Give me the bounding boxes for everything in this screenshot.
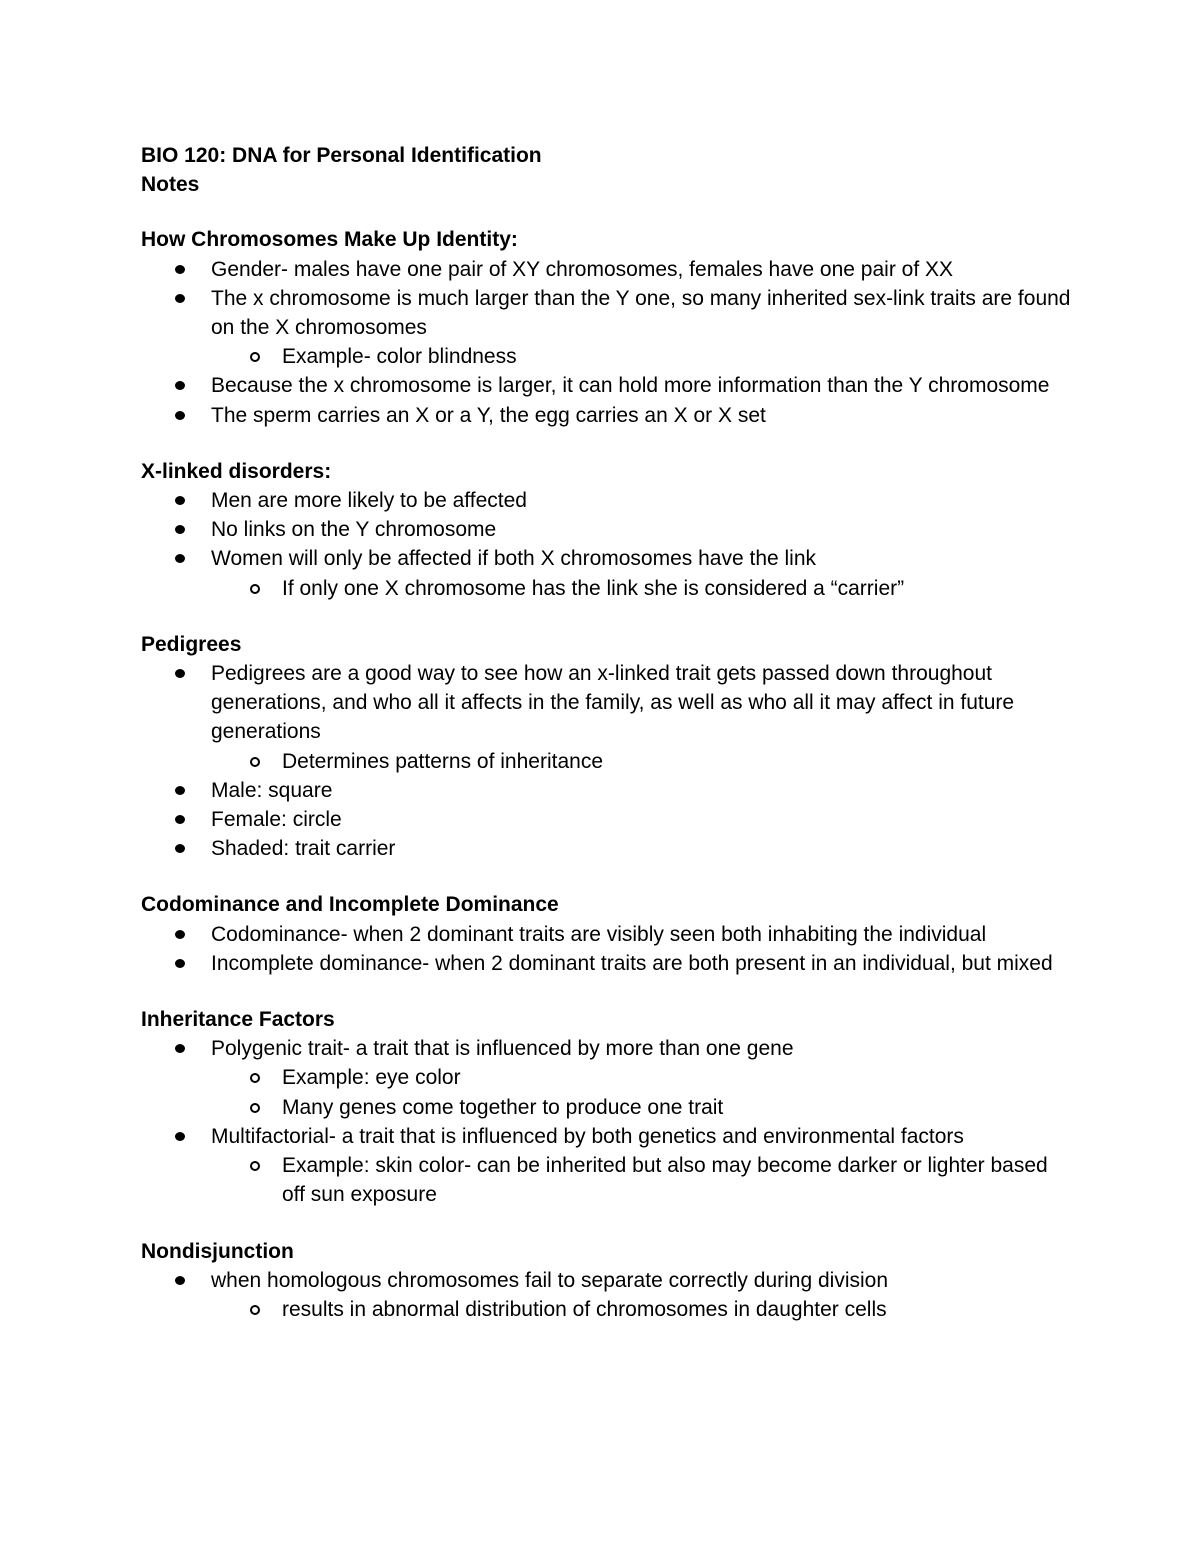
notes-section: [141, 890, 1071, 978]
hollow-bullet-icon: [250, 352, 260, 362]
sub-bullet-list: [211, 1295, 1071, 1324]
list-item-text: Because the x chromosome is larger, it can hold more information than the Y chromosome: [211, 374, 1050, 398]
sub-bullet-list: [211, 1063, 1071, 1121]
list-item: [141, 255, 1071, 284]
sub-list-item: [211, 1063, 1071, 1092]
bullet-list: [141, 486, 1071, 603]
sub-list-item-text: Example: eye color: [282, 1066, 461, 1090]
list-item-text: The x chromosome is much larger than the Y one, so many inherited sex-link traits are found on the X chromosomes: [211, 286, 1071, 340]
document-title: BIO 120: DNA for Personal Identification: [141, 144, 542, 167]
sub-list-item-text: Example- color blindness: [282, 345, 517, 369]
sub-list-item-text: results in abnormal distribution of chromosomes in daughter cells: [282, 1297, 887, 1321]
hollow-bullet-icon: [250, 1161, 260, 1171]
filled-bullet-icon: [175, 669, 185, 678]
notes-section: [141, 457, 1071, 603]
document-page: [141, 141, 1071, 1324]
notes-section: [141, 225, 1071, 429]
list-item-text: No links on the Y chromosome: [211, 518, 497, 542]
section-heading: Nondisjunction: [141, 1239, 294, 1263]
sub-list-item: [211, 1093, 1071, 1122]
list-item: [141, 659, 1071, 776]
section-heading: Inheritance Factors: [141, 1008, 335, 1032]
hollow-bullet-icon: [250, 1103, 260, 1113]
sub-bullet-list: [211, 574, 1071, 603]
sub-list-item-text: If only one X chromosome has the link she is considered a “carrier”: [282, 576, 905, 600]
list-item-text: Women will only be affected if both X chromosomes have the link: [211, 547, 817, 571]
list-item: [141, 284, 1071, 372]
section-heading: X-linked disorders:: [141, 459, 332, 483]
sub-bullet-list: [211, 747, 1071, 776]
list-item-text: Male: square: [211, 778, 333, 802]
list-item: [141, 486, 1071, 515]
list-item: [141, 371, 1071, 400]
list-item-text: Codominance- when 2 dominant traits are visibly seen both inhabiting the individual: [211, 922, 987, 946]
list-item-text: The sperm carries an X or a Y, the egg carries an X or X set: [211, 403, 766, 427]
list-item: [141, 401, 1071, 430]
list-item-text: Incomplete dominance- when 2 dominant traits are both present in an individual, but mixed: [211, 951, 1053, 975]
notes-section: [141, 1005, 1071, 1209]
filled-bullet-icon: [175, 959, 185, 968]
sub-list-item-text: Determines patterns of inheritance: [282, 749, 603, 773]
sub-list-item: [211, 574, 1071, 603]
hollow-bullet-icon: [250, 584, 260, 594]
document-subtitle: Notes: [141, 173, 200, 197]
list-item: [141, 834, 1071, 863]
list-item: [141, 544, 1071, 602]
section-heading: Pedigrees: [141, 632, 242, 656]
bullet-list: [141, 659, 1071, 863]
list-item-text: Men are more likely to be affected: [211, 489, 527, 513]
list-item-text: Pedigrees are a good way to see how an x-linked trait gets passed down throughout generations, and who all it affects in the family, as well as who all it may affect in future generations: [211, 662, 1015, 744]
filled-bullet-icon: [175, 1132, 185, 1141]
list-item-text: Female: circle: [211, 808, 342, 832]
filled-bullet-icon: [175, 381, 185, 390]
filled-bullet-icon: [175, 930, 185, 939]
list-item-text: when homologous chromosomes fail to separate correctly during division: [211, 1268, 889, 1292]
sub-list-item: [211, 1151, 1071, 1209]
filled-bullet-icon: [175, 815, 185, 824]
filled-bullet-icon: [175, 844, 185, 853]
sub-bullet-list: [211, 1151, 1071, 1209]
bullet-list: [141, 255, 1071, 430]
hollow-bullet-icon: [250, 1073, 260, 1083]
section-heading: Codominance and Incomplete Dominance: [141, 893, 559, 917]
list-item: [141, 515, 1071, 544]
list-item: [141, 1122, 1071, 1210]
filled-bullet-icon: [175, 554, 185, 563]
list-item: [141, 776, 1071, 805]
sub-bullet-list: [211, 342, 1071, 371]
filled-bullet-icon: [175, 525, 185, 534]
filled-bullet-icon: [175, 1044, 185, 1053]
list-item-text: Polygenic trait- a trait that is influenced by more than one gene: [211, 1037, 794, 1061]
list-item: [141, 1034, 1071, 1122]
bullet-list: [141, 1034, 1071, 1209]
list-item: [141, 949, 1071, 978]
list-item-text: Shaded: trait carrier: [211, 837, 396, 861]
filled-bullet-icon: [175, 496, 185, 505]
bullet-list: [141, 920, 1071, 978]
notes-section: [141, 630, 1071, 864]
list-item: [141, 805, 1071, 834]
filled-bullet-icon: [175, 1276, 185, 1285]
filled-bullet-icon: [175, 411, 185, 420]
sub-list-item: [211, 1295, 1071, 1324]
notes-body: [141, 225, 1071, 1324]
sub-list-item: [211, 342, 1071, 371]
bullet-list: [141, 1266, 1071, 1324]
list-item: [141, 920, 1071, 949]
filled-bullet-icon: [175, 265, 185, 274]
list-item-text: Gender- males have one pair of XY chromosomes, females have one pair of XX: [211, 257, 954, 281]
sub-list-item: [211, 747, 1071, 776]
hollow-bullet-icon: [250, 757, 260, 767]
notes-section: [141, 1237, 1071, 1325]
list-item: [141, 1266, 1071, 1324]
list-item-text: Multifactorial- a trait that is influenced by both genetics and environmental factors: [211, 1124, 964, 1148]
filled-bullet-icon: [175, 294, 185, 303]
sub-list-item-text: Example: skin color- can be inherited but also may become darker or lighter based off sun exposure: [282, 1154, 1048, 1207]
section-heading: How Chromosomes Make Up Identity:: [141, 228, 518, 252]
sub-list-item-text: Many genes come together to produce one trait: [282, 1095, 724, 1119]
hollow-bullet-icon: [250, 1305, 260, 1315]
filled-bullet-icon: [175, 786, 185, 795]
